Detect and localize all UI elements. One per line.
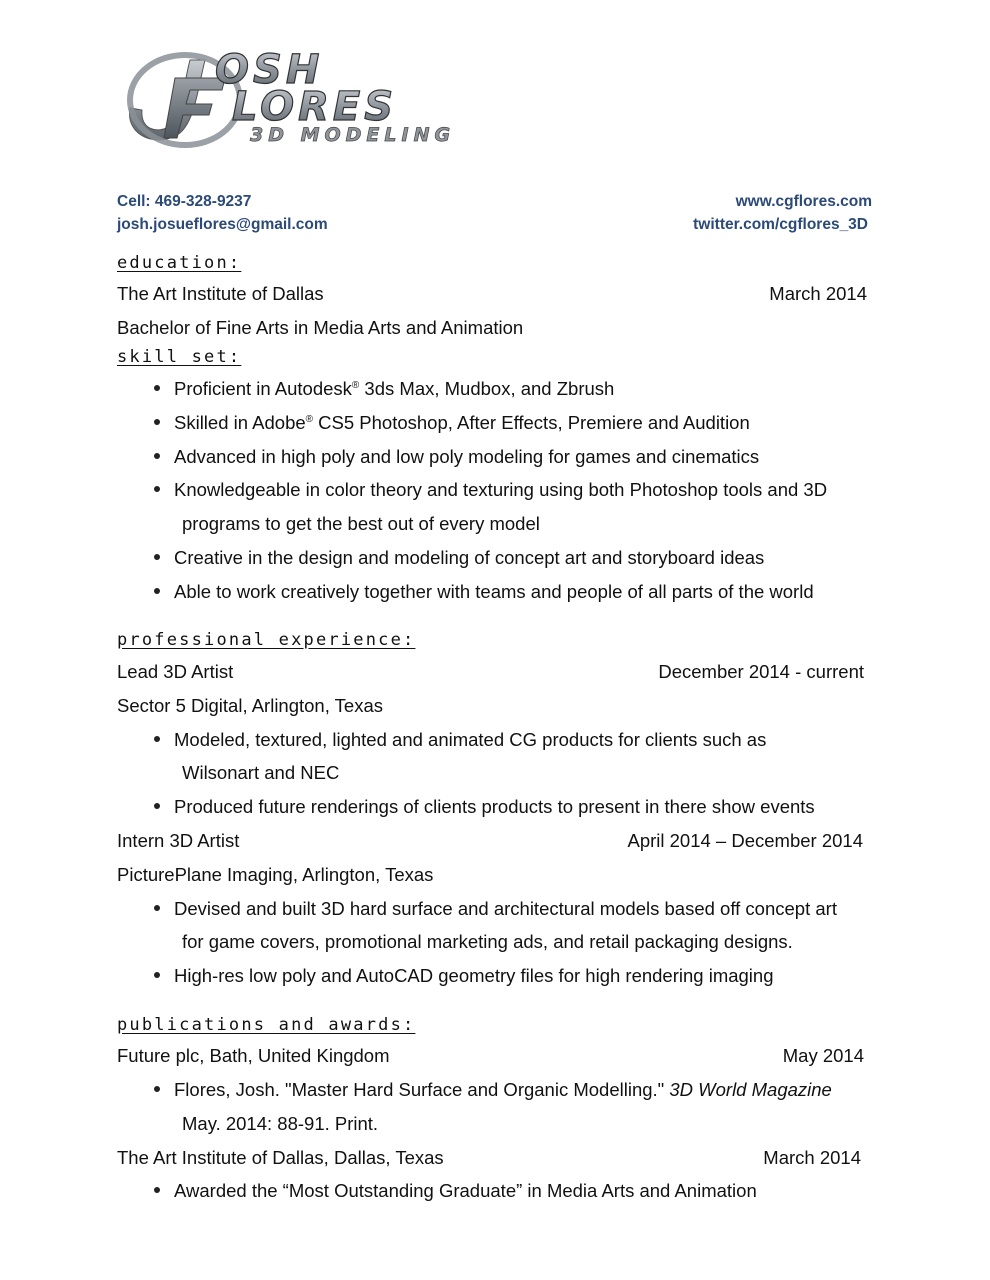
bullet-dot [154, 453, 160, 459]
job-title: Lead 3D Artist [117, 661, 234, 682]
contact-row-1 [117, 193, 872, 211]
skill-item: Able to work creatively together with teams and people of all parts of the world [154, 581, 814, 603]
award-org: The Art Institute of Dallas, Dallas, Texas [117, 1147, 444, 1168]
job-bullet: Produced future renderings of clients products to present in there show events [154, 796, 815, 818]
skills-heading: skill set: [117, 347, 242, 367]
skill-item: Proficient in Autodesk® 3ds Max, Mudbox, and Zbrush [154, 378, 614, 400]
website-link[interactable]: www.cgflores.com [735, 193, 872, 210]
publication-bullet: Flores, Josh. "Master Hard Surface and Organic Modelling." 3D World Magazine [154, 1079, 832, 1101]
bullet-dot [154, 1086, 160, 1092]
bullet-dot [154, 385, 160, 391]
bullet-dot [154, 486, 160, 492]
logo-subtitle: 3D MODELING [250, 124, 456, 146]
company: PicturePlane Imaging, Arlington, Texas [117, 864, 434, 885]
twitter-link[interactable]: twitter.com/cgflores_3D [693, 216, 868, 233]
publication-row [117, 1045, 864, 1067]
job-bullet: Modeled, textured, lighted and animated CG products for clients such as [154, 729, 766, 751]
bullet-dot [154, 1187, 160, 1193]
josh-flores-logo [120, 38, 520, 158]
publication-date: May 2014 [782, 1045, 864, 1066]
skill-item: Knowledgeable in color theory and texturing using both Photoshop tools and 3D [154, 479, 827, 501]
company: Sector 5 Digital, Arlington, Texas [117, 695, 383, 716]
skill-item-continued: programs to get the best out of every model [182, 513, 540, 534]
award-row [117, 1147, 861, 1169]
job-bullet-continued: for game covers, promotional marketing ads, and retail packaging designs. [182, 931, 793, 952]
logo-line2: LORES [232, 84, 397, 130]
publisher: Future plc, Bath, United Kingdom [117, 1045, 390, 1066]
contact-row-2 [117, 216, 868, 234]
job-bullet-continued: Wilsonart and NEC [182, 762, 340, 783]
email-link[interactable]: josh.josueflores@gmail.com [117, 216, 328, 233]
bullet-dot [154, 905, 160, 911]
bullet-dot [154, 972, 160, 978]
education-row [117, 283, 867, 305]
cell-phone: Cell: 469-328-9237 [117, 193, 252, 210]
skill-item: Advanced in high poly and low poly modeling for games and cinematics [154, 446, 759, 468]
bullet-dot [154, 803, 160, 809]
job-bullet: Devised and built 3D hard surface and architectural models based off concept art [154, 898, 837, 920]
bullet-dot [154, 419, 160, 425]
bullet-dot [154, 554, 160, 560]
school-name: The Art Institute of Dallas [117, 283, 324, 304]
bullet-dot [154, 588, 160, 594]
job-title: Intern 3D Artist [117, 830, 240, 851]
job-row [117, 661, 864, 683]
experience-heading: professional experience: [117, 630, 416, 650]
logo-line1: OSH [215, 47, 324, 93]
degree: Bachelor of Fine Arts in Media Arts and Animation [117, 317, 524, 338]
job-date: December 2014 - current [658, 661, 864, 682]
job-bullet: High-res low poly and AutoCAD geometry files for high rendering imaging [154, 965, 774, 987]
education-date: March 2014 [769, 283, 867, 304]
publication-bullet-continued: May. 2014: 88-91. Print. [182, 1113, 379, 1134]
skill-item: Skilled in Adobe® CS5 Photoshop, After Effects, Premiere and Audition [154, 412, 750, 434]
award-date: March 2014 [763, 1147, 861, 1168]
bullet-dot [154, 736, 160, 742]
publications-heading: publications and awards: [117, 1015, 416, 1035]
job-date: April 2014 – December 2014 [627, 830, 863, 851]
skill-item: Creative in the design and modeling of concept art and storyboard ideas [154, 547, 764, 569]
job-row [117, 830, 863, 852]
education-heading: education: [117, 253, 242, 273]
award-bullet: Awarded the “Most Outstanding Graduate” in Media Arts and Animation [154, 1180, 757, 1202]
